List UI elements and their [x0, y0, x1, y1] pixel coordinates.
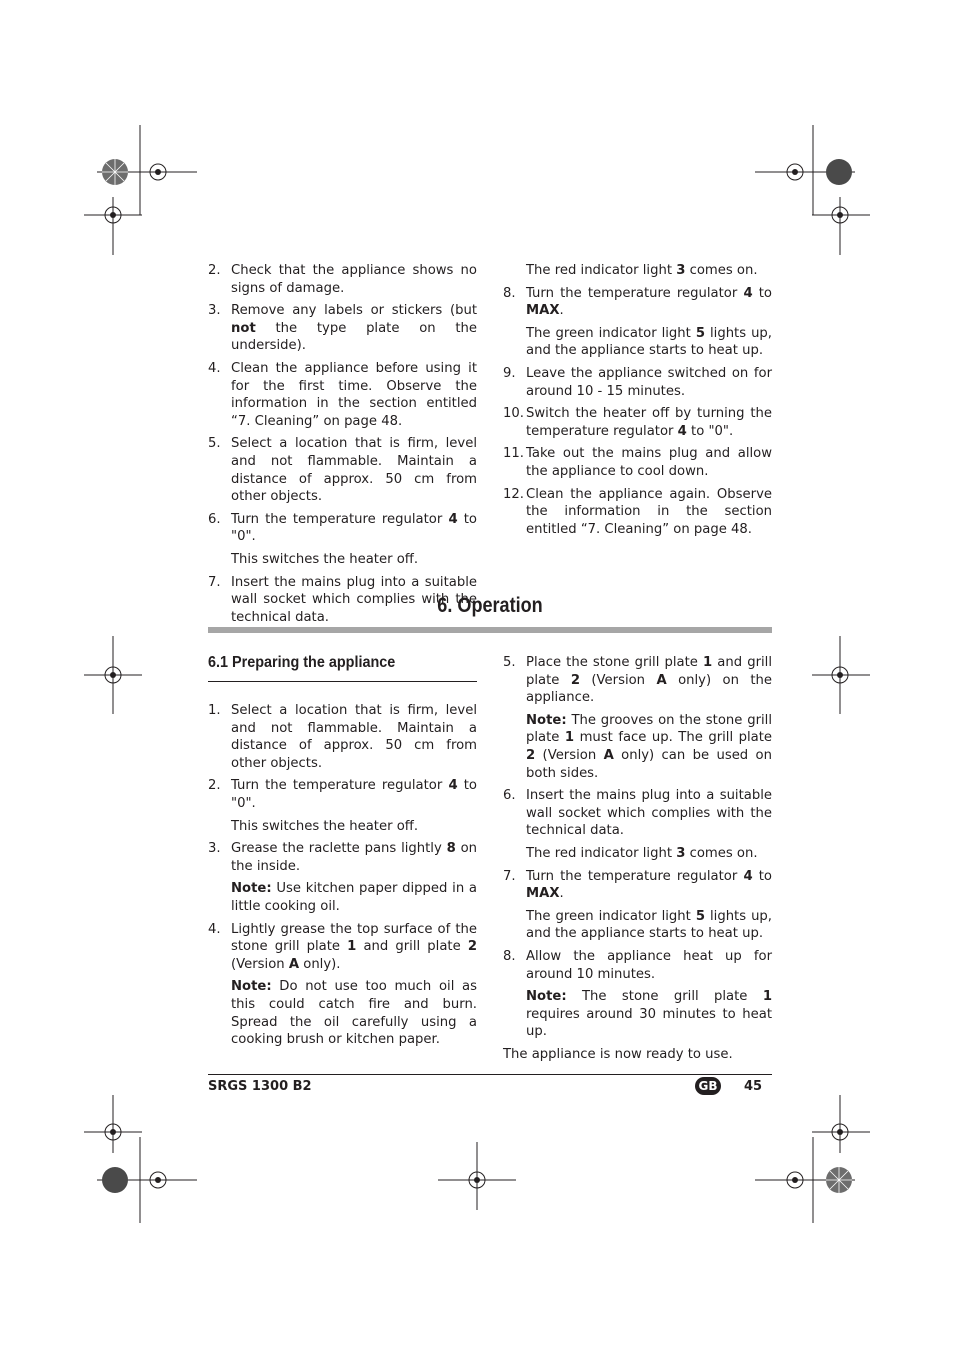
list-item-text: Allow the appliance heat up for around 10 minutes. — [526, 948, 772, 982]
list-item — [503, 405, 772, 440]
list-item-text: Leave the appliance switched on for around 10 - 15 minutes. — [526, 365, 772, 399]
list-item — [503, 486, 772, 539]
list-item — [208, 262, 477, 297]
list-item-text: Take out the mains plug and allow the appliance to cool down. — [526, 446, 772, 479]
list-item-text: Insert the mains plug into a suitable wall socket which complies with the technical data. — [231, 574, 477, 625]
list-item — [208, 921, 477, 974]
list-item — [208, 511, 477, 546]
list-item-text: Remove any labels or stickers (but not the type plate on the underside). — [231, 303, 477, 354]
list-item-text: Grease the raclette pans lightly 8 on the inside. — [231, 841, 477, 874]
list-item-number: 11. — [503, 446, 524, 462]
bottom-left-column — [208, 702, 477, 1054]
list-item-number: 7. — [208, 574, 221, 590]
list-item — [208, 840, 477, 875]
list-item-text: Lightly grease the top surface of the stone grill plate 1 and grill plate 2 (Version A only). — [231, 921, 478, 972]
list-item-number: 10. — [503, 406, 524, 422]
list-item — [208, 302, 477, 355]
top-right-column — [503, 262, 772, 543]
list-item-number: 8. — [503, 948, 516, 964]
list-item-text: Place the stone grill plate 1 and grill plate 2 (Version A only) on the appliance. — [526, 655, 772, 706]
list-item-note: Note: Use kitchen paper dipped in a little cooking oil. — [231, 881, 477, 914]
language-badge: GB — [695, 1077, 721, 1095]
list-item — [503, 445, 772, 480]
list-item — [503, 948, 772, 983]
list-item-text: Turn the temperature regulator 4 to MAX. — [526, 285, 773, 319]
list-item-note: This switches the heater off. — [231, 551, 419, 567]
list-item — [503, 654, 772, 707]
list-item — [208, 777, 477, 812]
list-item — [503, 868, 772, 903]
section-title: 6. Operation — [437, 594, 543, 617]
list-item-note: The red indicator light 3 comes on. — [526, 263, 758, 278]
list-item-text: Select a location that is firm, level and not flammable. Maintain a distance of approx. 50 cm from other objects. — [231, 436, 477, 505]
footer-divider — [208, 1074, 772, 1075]
list-item-note: This switches the heater off. — [231, 818, 419, 834]
list-item — [503, 285, 772, 320]
list-item-text: Check that the appliance shows no signs of damage. — [231, 263, 477, 296]
list-item-note: The green indicator light 5 lights up, and the appliance starts to heat up. — [526, 325, 772, 359]
list-item — [503, 365, 772, 400]
list-item-text: Clean the appliance before using it for the first time. Observe the information in the section entitled “7. Cleaning” on page 48. — [231, 360, 477, 429]
list-item-number: 4. — [208, 360, 221, 376]
list-item-number: 2. — [208, 778, 221, 794]
subsection-title: 6.1 Preparing the appliance — [208, 654, 396, 671]
section-divider — [208, 627, 772, 633]
list-item-text: Select a location that is firm, level and not flammable. Maintain a distance of approx. 50 cm from other objects. — [231, 703, 477, 771]
list-item — [503, 787, 772, 840]
list-item-text: Switch the heater off by turning the temperature regulator 4 to "0". — [526, 406, 772, 439]
list-item-number: 7. — [503, 868, 516, 884]
list-item-number: 2. — [208, 263, 221, 278]
list-item-number: 12. — [503, 486, 524, 502]
list-item-number: 9. — [503, 365, 516, 381]
list-item-text: Insert the mains plug into a suitable wall socket which complies with the technical data. — [526, 788, 772, 839]
list-item-text: Turn the temperature regulator 4 to "0". — [231, 511, 478, 545]
list-item-number: 6. — [503, 788, 516, 804]
list-item-note: Note: Do not use too much oil as this could catch fire and burn. Spread the oil carefully using a cooking brush or kitchen paper. — [231, 979, 477, 1048]
paragraph: The appliance is now ready to use. — [503, 1046, 733, 1062]
list-item-number: 3. — [208, 303, 221, 319]
list-item-number: 1. — [208, 703, 221, 718]
list-item-note: The green indicator light 5 lights up, and the appliance starts to heat up. — [526, 908, 772, 942]
list-item-note: Note: The grooves on the stone grill plate 1 must face up. The grill plate 2 (Version A only) can be used on both sides. — [526, 712, 773, 781]
page-number: 45 — [744, 1079, 763, 1094]
footer-model: SRGS 1300 B2 — [208, 1079, 312, 1094]
list-item-text: Turn the temperature regulator 4 to MAX. — [526, 868, 773, 902]
subsection-underline — [208, 681, 477, 682]
list-item-number: 3. — [208, 841, 221, 857]
list-item — [208, 435, 477, 505]
list-item-note: The red indicator light 3 comes on. — [526, 845, 758, 861]
list-item-number: 5. — [503, 655, 516, 670]
list-item — [208, 360, 477, 430]
list-item-number: 6. — [208, 511, 221, 527]
list-item-note: Note: The stone grill plate 1 requires around 30 minutes to heat up. — [526, 989, 772, 1040]
top-left-column — [208, 262, 477, 631]
list-item-number: 4. — [208, 921, 221, 937]
list-item-number: 5. — [208, 436, 221, 452]
list-item — [208, 702, 477, 772]
bottom-right-column — [503, 654, 772, 1068]
list-item-text: Clean the appliance again. Observe the information in the section entitled “7. Cleaning” on page 48. — [526, 486, 772, 537]
list-item-text: Turn the temperature regulator 4 to "0". — [231, 778, 478, 811]
list-item-number: 8. — [503, 285, 516, 301]
